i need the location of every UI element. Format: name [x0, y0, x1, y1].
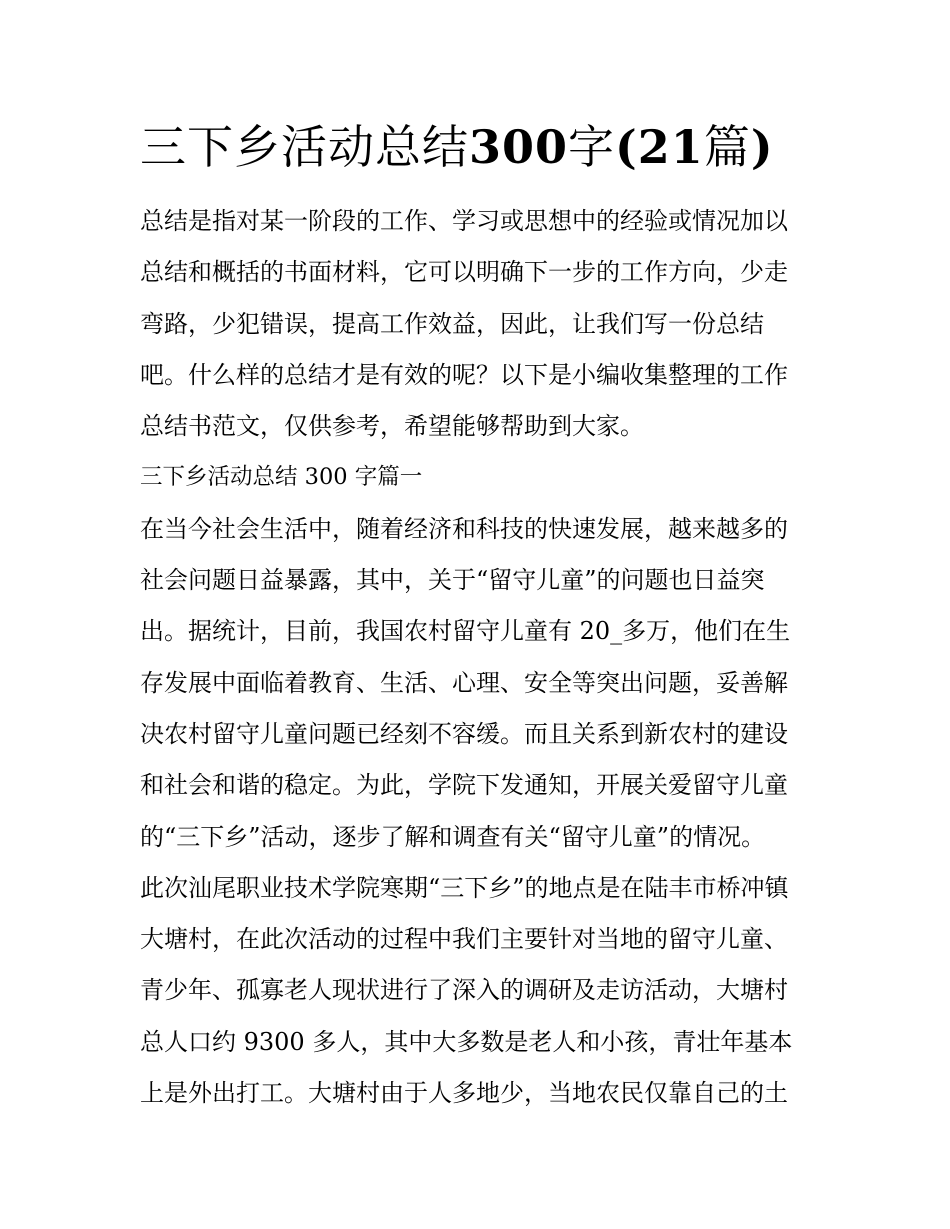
body-line: 和社会和谐的稳定。为此，学院下发通知，开展关爱留守儿童: [140, 771, 788, 800]
body-line: 青少年、孤寡老人现状进行了深入的调研及走访活动，大塘村: [140, 976, 788, 1005]
body-line: 决农村留守儿童问题已经刻不容缓。而且关系到新农村的建设: [140, 719, 788, 748]
title-text-2: 字: [568, 120, 616, 174]
body-line: 存发展中面临着教育、生活、心理、安全等突出问题，妥善解: [140, 668, 788, 697]
title-count: (21: [615, 120, 704, 174]
body-line: 弯路，少犯错误，提高工作效益，因此，让我们写一份总结: [140, 309, 764, 338]
body-line: 总结是指对某一阶段的工作、学习或思想中的经验或情况加以: [140, 207, 788, 235]
document-title: [140, 112, 840, 182]
title-close-paren: ): [750, 120, 774, 174]
title-text-3: 篇: [703, 120, 751, 174]
section-heading: 三下乡活动总结 300 字篇一: [140, 464, 423, 491]
body-line: 总结书范文，仅供参考，希望能够帮助到大家。: [140, 412, 644, 441]
body-line: 出。据统计，目前，我国农村留守儿童有 20_多万，他们在生: [140, 617, 791, 646]
body-line: 吧。什么样的总结才是有效的呢？以下是小编收集整理的工作: [140, 360, 788, 389]
body-line: 在当今社会生活中，随着经济和科技的快速发展，越来越多的: [140, 514, 788, 543]
title-number: 300: [469, 120, 569, 174]
body-line: 社会问题日益暴露，其中，关于“留守儿童”的问题也日益突: [140, 566, 765, 595]
body-line: 大塘村，在此次活动的过程中我们主要针对当地的留守儿童、: [140, 925, 788, 954]
body-line: 总结和概括的书面材料，它可以明确下一步的工作方向，少走: [140, 258, 788, 287]
body-line: 总人口约 9300 多人，其中大多数是老人和小孩，青壮年基本: [140, 1027, 793, 1056]
body-line: 此次汕尾职业技术学院寒期“三下乡”的地点是在陆丰市桥冲镇: [140, 873, 789, 902]
title-text: 三下乡活动总结: [140, 120, 469, 174]
document-body: [140, 196, 812, 1119]
body-line: 上是外出打工。大塘村由于人多地少，当地农民仅靠自己的土: [140, 1079, 788, 1108]
body-line: 的“三下乡”活动，逐步了解和调查有关“留守儿童”的情况。: [140, 822, 766, 851]
